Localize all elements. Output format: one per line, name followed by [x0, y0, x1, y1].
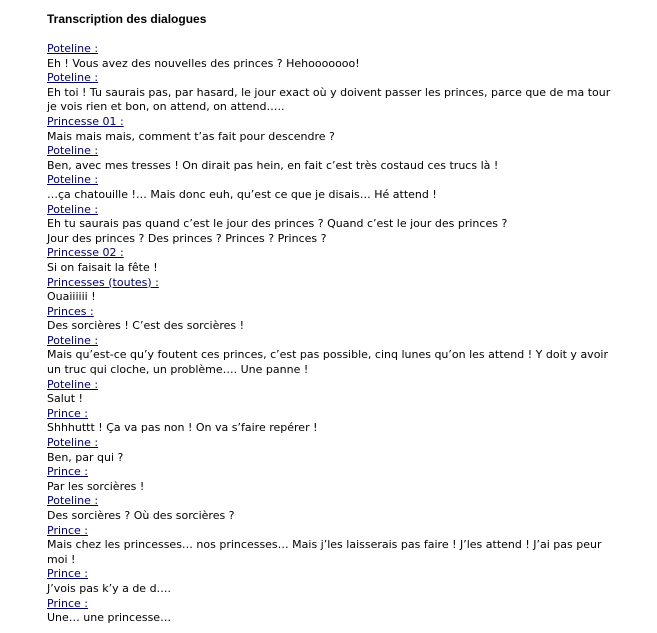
dialogue-line: Eh ! Vous avez des nouvelles des princes ? Hehooooooo! — [47, 56, 360, 70]
dialogue-entry — [47, 173, 617, 202]
speaker-label: Princes : — [47, 304, 94, 318]
speaker-label: Prince : — [47, 406, 89, 420]
dialogue-entry — [47, 597, 617, 626]
dialogue-entry — [47, 42, 617, 71]
speaker-label: Poteline : — [47, 144, 99, 158]
dialogue-entry — [47, 407, 617, 436]
dialogue-entry — [47, 71, 617, 115]
dialogue-line: Ouaiiiiii ! — [47, 290, 96, 304]
dialogue-entry — [47, 465, 617, 494]
dialogue-entry — [47, 276, 617, 305]
document-title: Transcription des dialogues — [47, 12, 207, 26]
speaker-label: Prince : — [47, 596, 89, 610]
dialogue-line: Jour des princes ? Des princes ? Princes ? Princes ? — [47, 231, 327, 245]
dialogue-line: Eh tu saurais pas quand c’est le jour des princes ? Quand c’est le jour des princes ? — [47, 217, 508, 231]
dialogue-line: Une… une princesse… — [47, 611, 172, 625]
speaker-label: Prince : — [47, 567, 89, 581]
dialogue-line: Ben, par qui ? — [47, 450, 124, 464]
dialogue-entry — [47, 203, 617, 247]
speaker-label: Poteline : — [47, 173, 99, 187]
speaker-label: Poteline : — [47, 494, 99, 508]
dialogue-entry — [47, 436, 617, 465]
dialogue-line: …ça chatouille !… Mais donc euh, qu’est ce que je disais… Hé attend ! — [47, 187, 437, 201]
speaker-label: Poteline : — [47, 333, 99, 347]
speaker-label: Prince : — [47, 465, 89, 479]
dialogue-line: Des sorcières ! C’est des sorcières ! — [47, 319, 245, 333]
dialogue-entry — [47, 246, 617, 275]
dialogue-entry — [47, 305, 617, 334]
transcription-document — [47, 12, 617, 626]
speaker-label: Poteline : — [47, 436, 99, 450]
dialogue-entry — [47, 567, 617, 596]
dialogue-line: Salut ! — [47, 392, 83, 406]
dialogue-line: Mais qu’est-ce qu’y foutent ces princes, c’est pas possible, cinq lunes qu’on les attend ! Y doit y avoir un truc qui cloche, un problème…. Une panne ! — [47, 348, 608, 377]
dialogue-line: Mais chez les princesses… nos princesses… Mais j’les laisserais pas faire ! J’les attend ! J’ai pas peur moi ! — [47, 538, 602, 566]
dialogue-entry — [47, 144, 617, 173]
speaker-label: Poteline : — [47, 377, 99, 391]
speaker-label: Prince : — [47, 523, 89, 537]
speaker-label: Poteline : — [47, 202, 99, 216]
dialogue-line: Mais mais mais, comment t’as fait pour descendre ? — [47, 129, 335, 143]
dialogue-line: Des sorcières ? Où des sorcières ? — [47, 509, 235, 522]
speaker-label: Princesse 02 : — [47, 246, 124, 260]
dialogue-line: Eh toi ! Tu saurais pas, par hasard, le jour exact où y doivent passer les princes, parce que de ma tour je vois rien et bon, on attend, on attend….. — [47, 85, 611, 114]
dialogue-entry — [47, 378, 617, 407]
dialogue-entry — [47, 494, 617, 523]
dialogue-entry — [47, 334, 617, 378]
speaker-label: Princesses (toutes) : — [47, 275, 159, 289]
dialogue-line: Ben, avec mes tresses ! On dirait pas hein, en fait c’est très costaud ces trucs là ! — [47, 158, 499, 172]
dialogue-list — [47, 42, 617, 626]
speaker-label: Poteline : — [47, 71, 99, 85]
dialogue-entry — [47, 115, 617, 144]
dialogue-line: J’vois pas k’y a de d…. — [47, 581, 172, 595]
dialogue-line: Shhhuttt ! Ça va pas non ! On va s’faire repérer ! — [47, 421, 318, 435]
speaker-label: Princesse 01 : — [47, 114, 124, 128]
dialogue-line: Par les sorcières ! — [47, 479, 145, 493]
dialogue-line: Si on faisait la fête ! — [47, 260, 158, 274]
dialogue-entry — [47, 524, 617, 568]
speaker-label: Poteline : — [47, 42, 99, 55]
